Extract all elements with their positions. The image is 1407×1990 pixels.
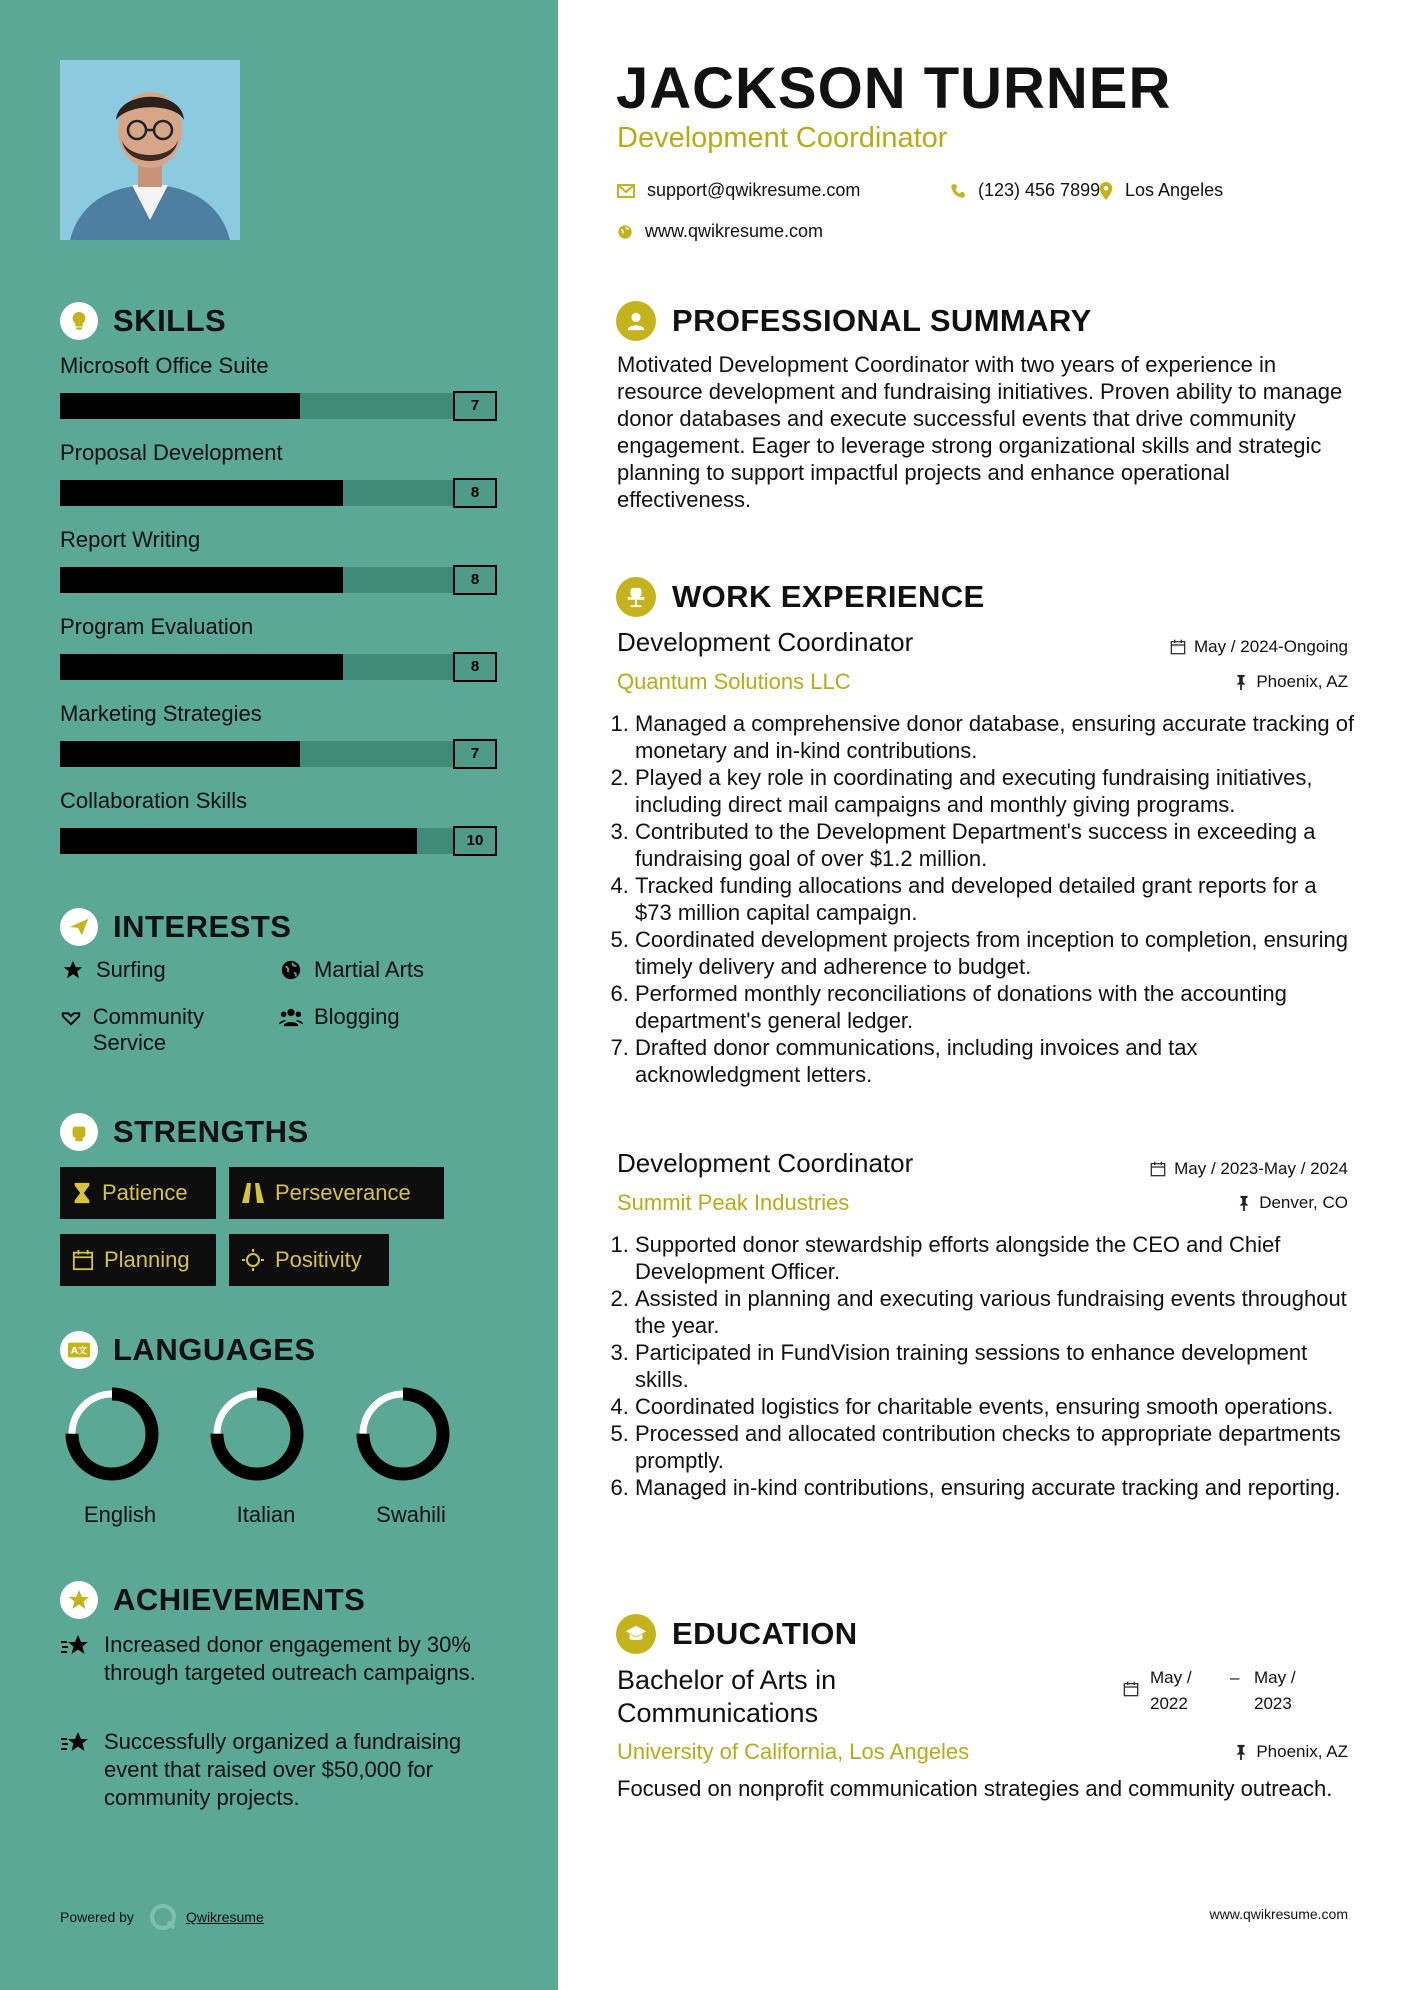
- sidebar: [0, 0, 558, 1990]
- skill-label: Report Writing: [60, 527, 201, 552]
- lightbulb-icon: [60, 302, 98, 340]
- skill-label: Microsoft Office Suite: [60, 353, 269, 378]
- trophy-star-icon: [60, 1581, 98, 1619]
- experience-heading: WORK EXPERIENCE: [616, 575, 985, 619]
- edu-location: Phoenix, AZ: [1234, 1742, 1348, 1762]
- job-title: Development Coordinator: [617, 1148, 914, 1178]
- skill-level: 7: [453, 391, 497, 421]
- language-label: English: [83, 1502, 157, 1527]
- job-bullet: 6. Managed in-kind contributions, ensuring accurate tracking and reporting.: [635, 1474, 1359, 1501]
- job-dates: May / 2023-May / 2024: [1150, 1159, 1348, 1179]
- achievement-item: Successfully organized a fundraising event that raised over $50,000 for community projects.: [60, 1728, 500, 1812]
- skill-bar: [60, 393, 497, 419]
- sun-icon: [241, 1248, 265, 1272]
- calendar-icon: [1170, 639, 1186, 655]
- graduation-icon: [616, 1614, 656, 1654]
- strength-badge: Patience: [60, 1167, 216, 1219]
- handshake-icon: [60, 1004, 83, 1028]
- interest-item: Surfing: [60, 957, 166, 983]
- email-link[interactable]: support@qwikresume.com: [647, 180, 861, 200]
- interest-item: Martial Arts: [278, 957, 424, 983]
- website-link[interactable]: www.qwikresume.com: [645, 221, 824, 241]
- language-donut: [363, 1394, 443, 1474]
- globe-icon: [278, 957, 304, 981]
- job-bullet: 4. Tracked funding allocations and developed detailed grant reports for a $73 million capital campaign.: [635, 872, 1359, 926]
- skill-bar: [60, 741, 497, 767]
- skill-fill: [60, 828, 417, 854]
- skill-fill: [60, 480, 343, 506]
- language-chart: [0, 1372, 558, 1492]
- job-location: Phoenix, AZ: [1234, 672, 1348, 692]
- edu-start-date: May / 2022: [1150, 1668, 1192, 1713]
- job-bullet: 1. Managed a comprehensive donor database, ensuring accurate tracking of monetary and in-kind contributions.: [635, 710, 1359, 764]
- job-bullets: [617, 710, 1359, 1088]
- edu-end-date: May / 2023: [1254, 1668, 1296, 1713]
- interest-item: Blogging: [278, 1004, 400, 1030]
- skill-label: Proposal Development: [60, 440, 283, 465]
- strength-badge: Positivity: [229, 1234, 389, 1286]
- globe-icon: [617, 224, 633, 240]
- language-donut: [72, 1394, 152, 1474]
- skill-fill: [60, 654, 343, 680]
- hourglass-icon: [72, 1182, 92, 1204]
- skill-label: Marketing Strategies: [60, 701, 262, 726]
- education-heading: EDUCATION: [616, 1612, 858, 1656]
- pushpin-icon: [1234, 1744, 1248, 1760]
- job-bullet: 2. Assisted in planning and executing various fundraising events throughout the year.: [635, 1285, 1359, 1339]
- star-medal-icon: [60, 1728, 92, 1812]
- skill-level: 8: [453, 478, 497, 508]
- language-label: Italian: [236, 1502, 296, 1527]
- svg-text:A文: A文: [70, 1345, 88, 1357]
- paper-plane-icon: [60, 908, 98, 946]
- skill-fill: [60, 393, 300, 419]
- job-bullet: 7. Drafted donor communications, including invoices and tax acknowledgment letters.: [635, 1034, 1359, 1088]
- candidate-name: JACKSON TURNER: [616, 56, 1172, 121]
- phone-icon: [950, 183, 966, 199]
- skill-level: 7: [453, 739, 497, 769]
- job-bullet: 1. Supported donor stewardship efforts alongside the CEO and Chief Development Officer.: [635, 1231, 1359, 1285]
- skill-bar: [60, 654, 497, 680]
- job-bullet: 5. Coordinated development projects from inception to completion, ensuring timely delivery and adherence to budget.: [635, 926, 1359, 980]
- job-bullet: 6. Performed monthly reconciliations of donations with the accounting department's general ledger.: [635, 980, 1359, 1034]
- skill-bar: [60, 567, 497, 593]
- skill-fill: [60, 741, 300, 767]
- job-dates: May / 2024-Ongoing: [1170, 637, 1348, 657]
- pushpin-icon: [1237, 1195, 1251, 1211]
- profile-photo: [60, 60, 240, 240]
- strength-badge: Perseverance: [229, 1167, 444, 1219]
- powered-by: Powered by Qwikresume: [60, 1902, 264, 1932]
- summary-heading: PROFESSIONAL SUMMARY: [616, 299, 1092, 343]
- company-name: Summit Peak Industries: [617, 1190, 850, 1215]
- main-content: [558, 0, 1407, 1990]
- edu-date-separator: –: [1230, 1668, 1240, 1687]
- email-contact: [617, 180, 860, 201]
- calendar-icon: [72, 1249, 94, 1271]
- candidate-title: Development Coordinator: [617, 122, 948, 154]
- company-name: Quantum Solutions LLC: [617, 669, 851, 694]
- interests-heading: INTERESTS: [60, 907, 291, 947]
- phone-contact: (123) 456 7899: [950, 180, 1100, 201]
- map-pin-icon: [1099, 182, 1113, 200]
- website-contact: [617, 221, 823, 242]
- qwikresume-logo-icon: [148, 1902, 178, 1932]
- school-name: University of California, Los Angeles: [617, 1739, 970, 1764]
- star-medal-icon: [60, 1631, 92, 1687]
- strength-badge: Planning: [60, 1234, 216, 1286]
- users-icon: [278, 1004, 304, 1028]
- job-bullet: 2. Played a key role in coordinating and executing fundraising initiatives, including direct mail campaigns and monthly giving programs.: [635, 764, 1359, 818]
- skill-label: Program Evaluation: [60, 614, 254, 639]
- job-location: Denver, CO: [1237, 1193, 1348, 1213]
- summary-text: Motivated Development Coordinator with two years of experience in resource development and fundraising initiatives. Proven ability to manage donor databases and execute successful events that drive community engagement. Eager to leverage strong organizational skills and strategic planning to support impactful projects and enhance operational effectiveness.: [617, 352, 1343, 512]
- star-icon: [60, 957, 86, 981]
- footer-site[interactable]: www.qwikresume.com: [1209, 1906, 1348, 1922]
- qwikresume-link[interactable]: Qwikresume: [185, 1909, 264, 1925]
- job-bullet: 3. Participated in FundVision training sessions to enhance development skills.: [635, 1339, 1359, 1393]
- language-icon: [60, 1331, 98, 1369]
- job-title: Development Coordinator: [617, 627, 914, 657]
- skill-fill: [60, 567, 343, 593]
- skill-level: 8: [453, 652, 497, 682]
- user-icon: [616, 301, 656, 341]
- location-contact: Los Angeles: [1099, 180, 1223, 201]
- envelope-icon: [617, 184, 635, 198]
- briefcase-chair-icon: [616, 577, 656, 617]
- road-icon: [241, 1182, 265, 1204]
- skill-bar: [60, 828, 497, 854]
- education-description: Focused on nonprofit communication strategies and community outreach.: [617, 1776, 1333, 1801]
- skill-level: 10: [453, 826, 497, 856]
- languages-heading: A文 LANGUAGES: [60, 1330, 316, 1370]
- strengths-heading: STRENGTHS: [60, 1112, 309, 1152]
- job-bullets: [617, 1231, 1359, 1501]
- fist-icon: [60, 1113, 98, 1151]
- language-label: Swahili: [376, 1502, 446, 1527]
- language-donut: [217, 1394, 297, 1474]
- skill-level: 8: [453, 565, 497, 595]
- job-bullet: 3. Contributed to the Development Department's success in exceeding a fundraising goal of over $1.2 million.: [635, 818, 1359, 872]
- interest-item: Community Service: [60, 1004, 260, 1056]
- achievement-item: Increased donor engagement by 30% through targeted outreach campaigns.: [60, 1631, 500, 1687]
- job-bullet: 5. Processed and allocated contribution checks to appropriate departments promptly.: [635, 1420, 1359, 1474]
- achievements-heading: ACHIEVEMENTS: [60, 1580, 365, 1620]
- calendar-icon: [1150, 1161, 1166, 1177]
- pushpin-icon: [1234, 674, 1248, 690]
- skill-bar: [60, 480, 497, 506]
- skills-heading: SKILLS: [60, 301, 226, 341]
- skill-label: Collaboration Skills: [60, 788, 248, 813]
- degree-title: Bachelor of Arts in Communications: [617, 1665, 837, 1728]
- job-bullet: 4. Coordinated logistics for charitable events, ensuring smooth operations.: [635, 1393, 1359, 1420]
- calendar-icon: [1123, 1681, 1139, 1697]
